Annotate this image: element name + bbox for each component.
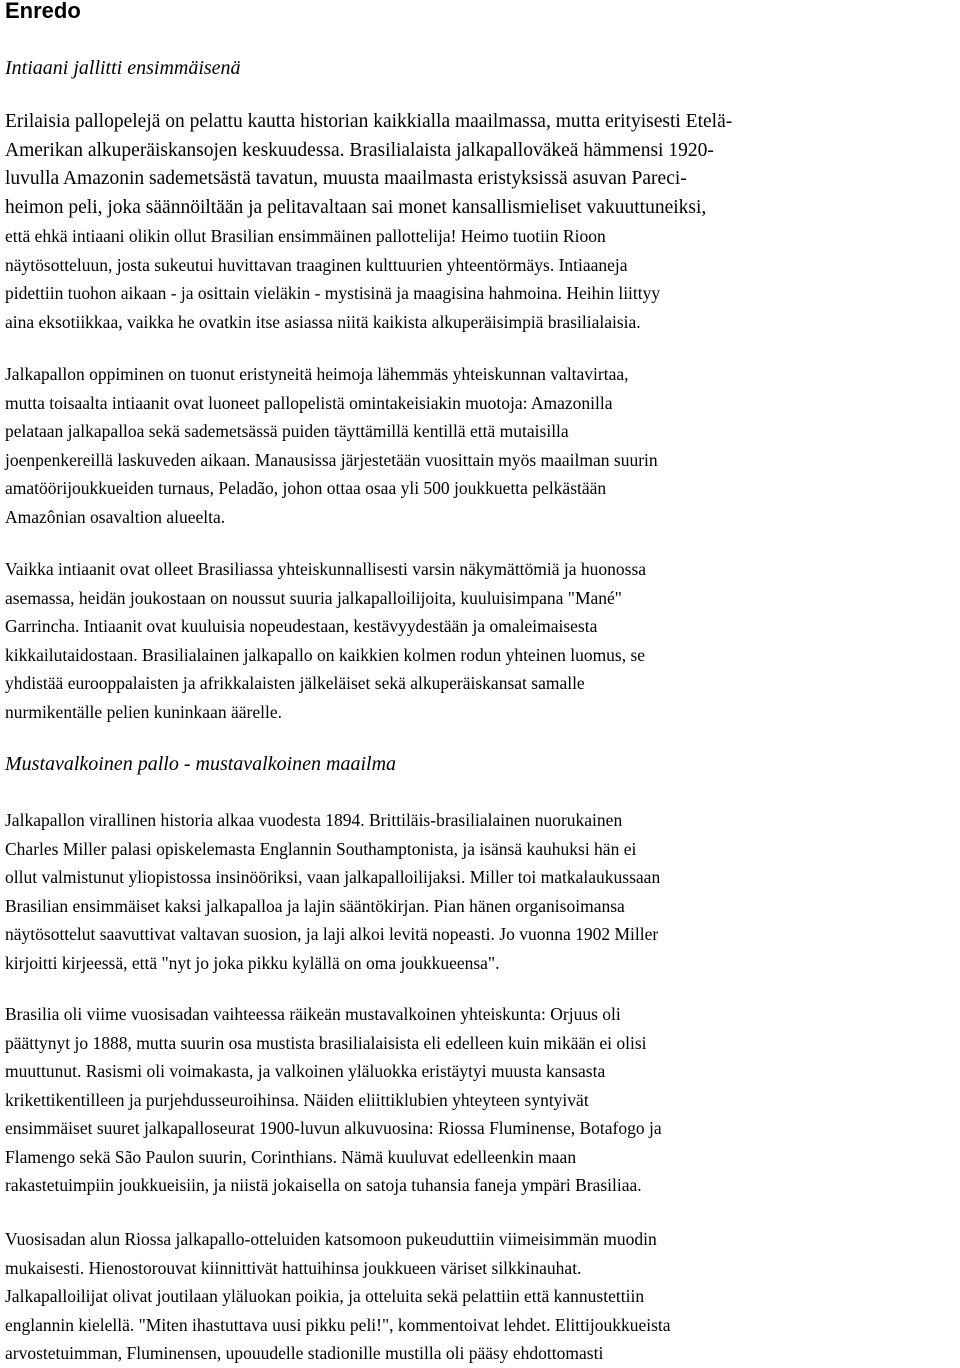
- paragraph-line: rakastetuimpiin joukkueisiin, ja niistä jokaisella on satoja tuhansia faneja ympäri Brasiliaa.: [5, 1175, 642, 1195]
- paragraph-line: nurmikentälle pelien kuninkaan äärelle.: [5, 701, 282, 722]
- paragraph-line: ensimmäiset suuret jalkapalloseurat 1900-luvun alkuvuosina: Riossa Fluminense, Botafogo ja: [5, 1118, 662, 1138]
- paragraph-line: Jalkapallon oppiminen on tuonut eristyneitä heimoja lähemmäs yhteiskunnan valtavirtaa,: [5, 364, 629, 384]
- paragraph-line: joenpenkereillä laskuveden aikaan. Manausissa järjestetään vuosittain myös maailman suurin: [5, 449, 658, 470]
- paragraph-line: Jalkapalloilijat olivat joutilaan yläluokan poikia, ja otteluita sekä pelattiin että kannustettiin: [5, 1286, 645, 1306]
- paragraph-line: kikkailutaidostaan. Brasilialainen jalkapallo on kaikkien kolmen rodun yhteinen luomus, se: [5, 644, 646, 665]
- paragraph-line: Amazônian osavaltion alueelta.: [5, 506, 226, 527]
- paragraph-line: Charles Miller palasi opiskelemasta Englannin Southamptonista, ja isänsä kauhuksi hän ei: [5, 838, 637, 859]
- section-heading-mustavalkoinen: Mustavalkoinen pallo - mustavalkoinen maailma: [5, 753, 397, 775]
- paragraph-line: amatöörijoukkueiden turnaus, Peladão, johon ottaa osaa yli 500 joukkuetta pelkästään: [5, 478, 607, 498]
- paragraph-line: arvostetuimman, Fluminensen, upouudelle stadionille mustilla oli pääsy ehdottomasti: [5, 1343, 604, 1363]
- paragraph-line: kirjoitti kirjeessä, että "nyt jo joka pikku kylällä on oma joukkueensa".: [5, 952, 500, 973]
- paragraph-line: englannin kielellä. "Miten ihastuttava uusi pikku peli!", kommentoivat lehdet. Elittijoukkueista: [5, 1314, 671, 1335]
- paragraph-line: Brasilian ensimmäiset kaksi jalkapalloa ja lajin sääntökirjan. Pian hänen organisoimansa: [5, 895, 625, 916]
- paragraph-line: Vuosisadan alun Riossa jalkapallo-otteluiden katsomoon pukeuduttiin viimeisimmän muodin: [5, 1229, 657, 1249]
- paragraph-line: asemassa, heidän joukostaan on noussut suuria jalkapalloilijoita, kuuluisimpana "Mané": [5, 587, 622, 608]
- paragraph-line: Brasilia oli viime vuosisadan vaihteessa räikeän mustavalkoinen yhteiskunta: Orjuus oli: [5, 1004, 621, 1024]
- paragraph-line: Garrincha. Intiaanit ovat kuuluisia nopeudestaan, kestävyydestään ja omaleimaisesta: [5, 616, 598, 636]
- paragraph-line: krikettikentilleen ja purjehdusseuroihinsa. Näiden eliittiklubien yhteyteen syntyivät: [5, 1089, 589, 1110]
- paragraph-line: Erilaisia pallopelejä on pelattu kautta historian kaikkialla maailmassa, mutta erityisesti Etelä-: [5, 111, 733, 132]
- paragraph-line: pelataan jalkapalloa sekä sademetsässä puiden täyttämillä kentillä että mutaisilla: [5, 421, 569, 441]
- paragraph-line: päättynyt jo 1888, mutta suurin osa mustista brasilialaisista eli edelleen kuin mikään ei olisi: [5, 1032, 647, 1053]
- paragraph-line: heimon peli, joka säännöiltään ja pelitavaltaan sai monet kansallismieliset vakuuttuneiksi,: [5, 196, 707, 218]
- paragraph-line: Vaikka intiaanit ovat olleet Brasiliassa yhteiskunnallisesti varsin näkymättömiä ja huonossa: [5, 559, 647, 579]
- paragraph-line: näytösottelut saavuttivat valtavan suosion, ja laji alkoi levitä nopeasti. Jo vuonna 1902 Miller: [5, 924, 659, 944]
- paragraph-line: mukaisesti. Hienostorouvat kiinnittivät hattuihinsa joukkueen väriset silkkinauhat.: [5, 1257, 582, 1278]
- paragraph-line: että ehkä intiaani olikin ollut Brasilian ensimmäinen pallottelija! Heimo tuotiin Rioon: [5, 226, 606, 246]
- paragraph-line: pidettiin tuohon aikaan - ja osittain vieläkin - mystisinä ja maagisina hahmoina. Heihin liittyy: [5, 283, 661, 303]
- paragraph-line: muuttunut. Rasismi oli voimakasta, ja valkoinen yläluokka eristäytyi muusta kansasta: [5, 1061, 606, 1081]
- document-title: Enredo: [5, 0, 81, 23]
- paragraph-line: näytösotteluun, josta sukeutui huvittavan traaginen kulttuurien yhteentörmäys. Intiaaneja: [5, 254, 628, 275]
- paragraph-line: aina eksotiikkaa, vaikka he ovatkin itse asiassa niitä kaikista alkuperäisimpiä brasilialaisia.: [5, 311, 641, 332]
- paragraph-line: mutta toisaalta intiaanit ovat luoneet pallopelistä omintakeisiakin muotoja: Amazonilla: [5, 392, 613, 413]
- paragraph-6: [5, 1225, 955, 1368]
- paragraph-4: [5, 806, 955, 977]
- paragraph-3: [5, 555, 955, 726]
- paragraph-line: yhdistää eurooppalaisten ja afrikkalaisten jälkeläiset sekä alkuperäiskansat samalle: [5, 673, 585, 693]
- paragraph-line: ollut valmistunut yliopistossa insinööriksi, vaan jalkapalloilijaksi. Miller toi matkalaukussaan: [5, 867, 661, 887]
- paragraph-line: Amerikan alkuperäiskansojen keskuudessa. Brasilialaista jalkapalloväkeä hämmensi 1920-: [5, 139, 714, 161]
- section-heading-intiaani: Intiaani jallitti ensimmäisenä: [5, 57, 241, 79]
- paragraph-2: [5, 360, 955, 531]
- paragraph-5: [5, 1000, 955, 1200]
- paragraph-line: luvulla Amazonin sademetsästä tavatun, muusta maailmasta eristyksissä asuvan Pareci-: [5, 168, 687, 189]
- paragraph-line: Flamengo sekä São Paulon suurin, Corinthians. Nämä kuuluvat edelleenkin maan: [5, 1146, 577, 1167]
- paragraph-line: Jalkapallon virallinen historia alkaa vuodesta 1894. Brittiläis-brasilialainen nuorukainen: [5, 810, 623, 830]
- paragraph-1: [5, 108, 955, 336]
